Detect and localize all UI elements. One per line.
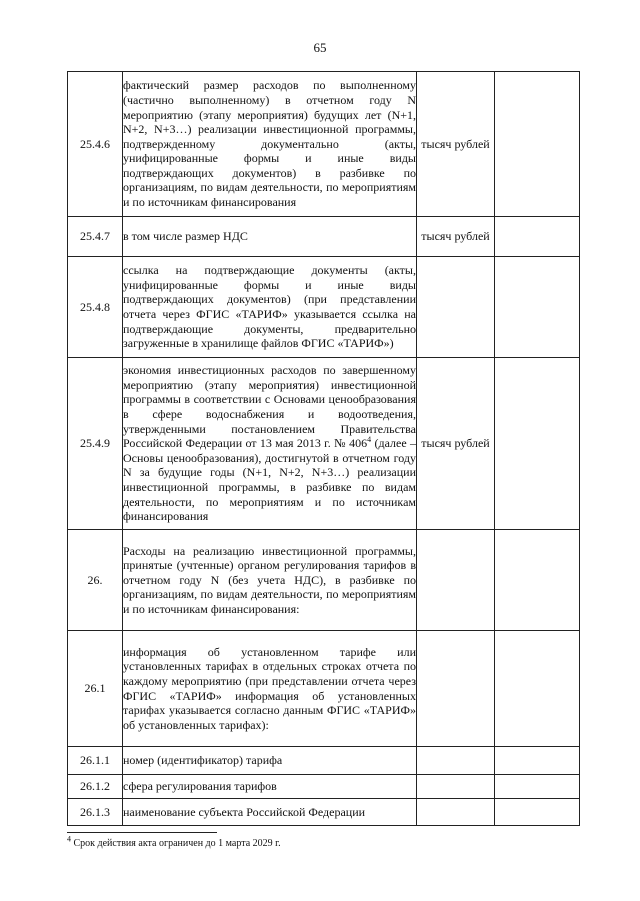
footnote-marker: 4: [67, 834, 71, 844]
table-row: [68, 631, 580, 747]
row-value-cell: [495, 631, 580, 747]
row-value-cell: [495, 358, 580, 530]
row-number: 25.4.9: [68, 358, 123, 530]
row-value-cell: [495, 530, 580, 631]
row-number: 26.: [68, 530, 123, 631]
row-description: информация об установленном тарифе или установленных тарифах в отдельных строках отчета по каждому мероприятию (при представлении отчета через ФГИС «ТАРИФ» информация об установленных тарифах указывается согласно данным ФГИС «ТАРИФ» об установленных тарифах):: [123, 631, 417, 747]
table-row: [68, 775, 580, 799]
row-number: 26.1.3: [68, 799, 123, 826]
requirements-table: [67, 71, 580, 826]
row-number: 25.4.7: [68, 217, 123, 257]
row-unit: [417, 799, 495, 826]
table-row: [68, 358, 580, 530]
row-description: фактический размер расходов по выполненному (частично выполненному) в отчетном году N мероприятию (этапу мероприятия) будущих лет (N+1, N+2, N+3…) реализации инвестиционной программы, подтвержденному документально (акты, унифицированные формы и иные виды подтверждающих документов) в разбивке по организациям, по видам деятельности, по мероприятиям и по источникам финансирования: [123, 72, 417, 217]
footnote-divider: [67, 832, 217, 833]
table-row: [68, 217, 580, 257]
footnote-reference: 4: [367, 435, 372, 445]
row-description: номер (идентификатор) тарифа: [123, 747, 417, 775]
row-value-cell: [495, 799, 580, 826]
row-description: в том числе размер НДС: [123, 217, 417, 257]
table-row: [68, 72, 580, 217]
page-number: 65: [313, 40, 327, 55]
row-number: 26.1.1: [68, 747, 123, 775]
row-unit: тысяч рублей: [417, 217, 495, 257]
row-description: наименование субъекта Российской Федерации: [123, 799, 417, 826]
row-description: ссылка на подтверждающие документы (акты, унифицированные формы и иные виды подтверждающих документов) (при представлении отчета через ФГИС «ТАРИФ» указывается ссылка на подтверждающие документы, предварительно загруженные в хранилище файлов ФГИС «ТАРИФ»): [123, 257, 417, 358]
row-value-cell: [495, 775, 580, 799]
row-value-cell: [495, 72, 580, 217]
row-number: 26.1.2: [68, 775, 123, 799]
row-description: Расходы на реализацию инвестиционной программы, принятые (учтенные) органом регулирования тарифов в отчетном году N (без учета НДС), в разбивке по организациям, по видам деятельности, по мероприятиям и по источникам финансирования:: [123, 530, 417, 631]
row-number: 25.4.6: [68, 72, 123, 217]
row-unit: [417, 747, 495, 775]
row-unit: [417, 775, 495, 799]
table-row: [68, 257, 580, 358]
table-row: [68, 530, 580, 631]
row-value-cell: [495, 257, 580, 358]
footnote: [67, 834, 281, 849]
row-unit: тысяч рублей: [417, 358, 495, 530]
row-value-cell: [495, 217, 580, 257]
footnote-text: Срок действия акта ограничен до 1 марта 2029 г.: [71, 838, 281, 849]
row-number: 25.4.8: [68, 257, 123, 358]
row-unit: [417, 257, 495, 358]
row-description: экономия инвестиционных расходов по завершенному мероприятию (этапу мероприятия) инвестиционной программы в соответствии с Основами ценообразования в сфере водоснабжения и водоотведения, утвержденными постановлением Правительства Российской Федерации от 13 мая 2013 г. № $406^4$ (далее – Основы ценообразования), достигнутой в отчетном году N за будущие годы (N+1, N+2, N+3…) реализации инвестиционной программы, в разбивке по видам деятельности, по мероприятиям и по источникам финансирования: [123, 358, 417, 530]
row-description: сфера регулирования тарифов: [123, 775, 417, 799]
row-unit: [417, 631, 495, 747]
row-value-cell: [495, 747, 580, 775]
row-unit: [417, 530, 495, 631]
table-row: [68, 799, 580, 826]
row-unit: тысяч рублей: [417, 72, 495, 217]
row-number: 26.1: [68, 631, 123, 747]
table-row: [68, 747, 580, 775]
